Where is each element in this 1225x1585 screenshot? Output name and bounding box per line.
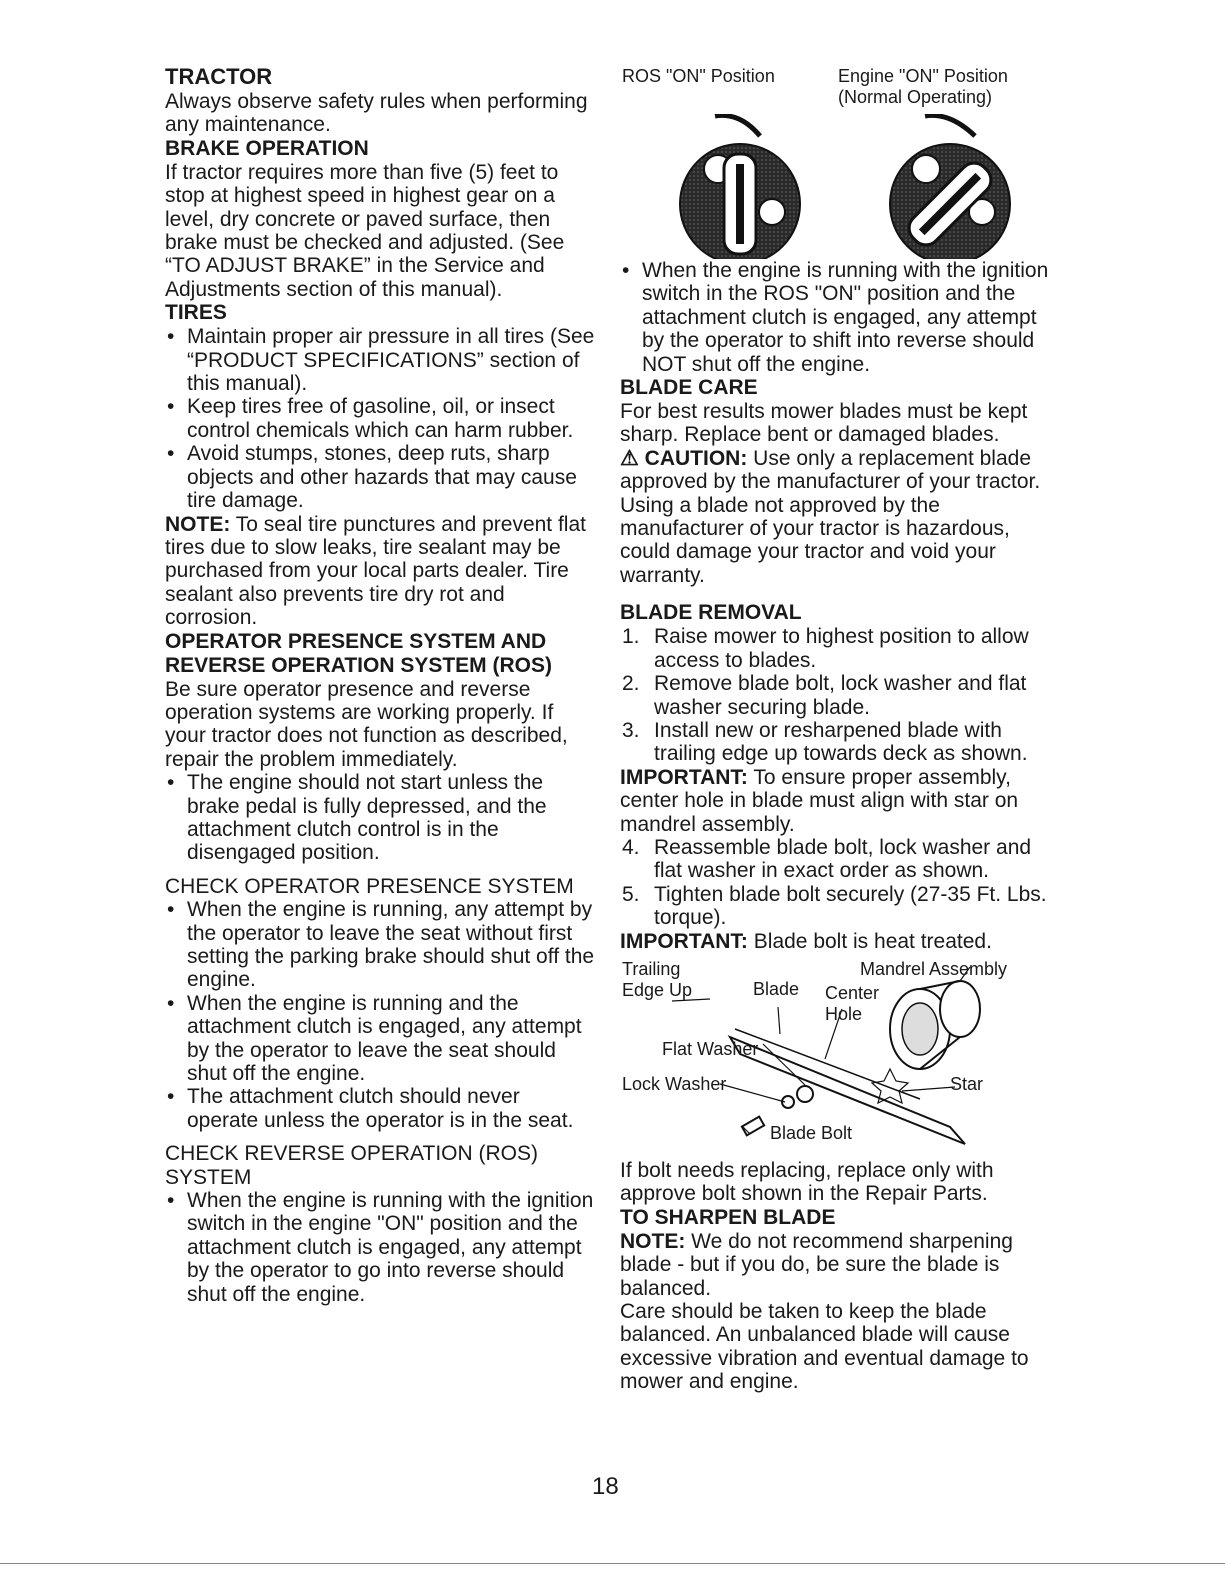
list-item: 5. Tighten blade bolt securely (27-35 Ft. Lbs. torque). xyxy=(622,882,1047,930)
tires-list xyxy=(165,325,595,512)
left-column xyxy=(165,64,595,1306)
tires-note xyxy=(165,513,595,630)
sharpen-note xyxy=(620,1230,1060,1300)
list-item: • When the engine is running, any attempt by the operator to leave the seat without first setting the parking brake should shut off the engine. xyxy=(165,898,595,992)
tractor-intro: Always observe safety rules when performing any maintenance. xyxy=(165,90,588,137)
note-label: NOTE: xyxy=(620,1229,686,1253)
blade-label: Blade xyxy=(753,978,800,999)
note-text: We do not recommend sharpening blade - but if you do, be sure the blade is balanced. xyxy=(620,1229,1013,1300)
important-label: IMPORTANT: xyxy=(620,765,748,789)
caution-label: CAUTION: xyxy=(644,446,748,470)
removal-steps-a xyxy=(620,625,1060,765)
removal-steps-b xyxy=(620,836,1060,930)
blade-assembly-figure xyxy=(620,959,1060,1159)
ros-list xyxy=(620,259,1060,376)
list-item: 4. Reassemble blade bolt, lock washer and flat washer in exact order as shown. xyxy=(622,835,1032,883)
page-number: 18 xyxy=(592,1473,619,1500)
check-ops-title: CHECK OPERATOR PRESENCE SYSTEM xyxy=(165,874,574,898)
important-text: Blade bolt is heat treated. xyxy=(747,929,992,953)
list-item: • When the engine is running with the ignition switch in the ROS "ON" position and the attachment clutch is engaged, any attempt by the operator to shift into reverse should NOT shut off the engine. xyxy=(620,259,1060,376)
list-item: 2. Remove blade bolt, lock washer and flat washer securing blade. xyxy=(622,672,1027,719)
list-item: • Maintain proper air pressure in all tires (See “PRODUCT SPECIFICATIONS” section of this manual). xyxy=(165,325,595,395)
bottom-rule xyxy=(0,1563,1225,1564)
caution-text: Use only a replacement blade approved by the manufacturer of your tractor. Using a blade not approved by the manufacturer of your tractor is hazardous, could damage your tractor and void your warranty. xyxy=(620,446,1041,587)
blade-bolt-label: Blade Bolt xyxy=(770,1122,853,1143)
tires-title: TIRES xyxy=(165,301,227,325)
bolt-text: If bolt needs replacing, replace only with approve bolt shown in the Repair Parts. xyxy=(620,1158,994,1206)
sharpen-text: Care should be taken to keep the blade balanced. An unbalanced blade will cause excessive vibration and eventual damage to mower and engine. xyxy=(620,1300,1029,1394)
list-item: 1. Raise mower to highest position to allow access to blades. xyxy=(622,625,1029,672)
important-text: To ensure proper assembly, center hole in blade must align with star on mandrel assembly. xyxy=(620,765,1019,836)
flat-washer-label: Flat Washer xyxy=(662,1038,759,1059)
trailing-edge-label: Trailing Edge Up xyxy=(622,958,693,1000)
mandrel-label: Mandrel Assembly xyxy=(860,958,1008,979)
ignition-switch-illustration xyxy=(620,114,1060,259)
check-ops-list xyxy=(165,898,595,1132)
brake-text: If tractor requires more than five (5) feet to stop at highest speed in highest gear on a level, dry concrete or paved surface, then brake must be checked and adjusted. (See “TO ADJUST BRAKE” in the Service and Adjustments section of this manual). xyxy=(165,160,565,301)
lock-washer-label: Lock Washer xyxy=(622,1073,727,1094)
engine-switch-icon xyxy=(890,115,1010,259)
note-text: To seal tire punctures and prevent flat tires due to slow leaks, tire sealant may be purchased from your local parts dealer. Tire sealant also prevents tire dry rot and corrosion. xyxy=(165,512,586,630)
flat-washer-shape xyxy=(797,1086,813,1102)
engine-on-label: Engine "ON" Position (Normal Operating) xyxy=(838,66,1008,107)
brake-title: BRAKE OPERATION xyxy=(165,136,369,160)
blade-removal-title: BLADE REMOVAL xyxy=(620,601,802,625)
right-column xyxy=(620,64,1060,1394)
star-label: Star xyxy=(950,1073,984,1094)
list-item: • The engine should not start unless the brake pedal is fully depressed, and the attachment clutch control is in the disengaged position. xyxy=(165,771,595,865)
switch-labels xyxy=(620,64,1060,114)
center-hole-label: Center Hole xyxy=(825,982,880,1024)
warning-icon: ⚠︎ xyxy=(620,446,645,470)
caution-paragraph xyxy=(620,447,1060,587)
ros-on-label: ROS "ON" Position xyxy=(622,66,775,86)
important-paragraph-2 xyxy=(620,930,1060,953)
check-ros-title: CHECK REVERSE OPERATION (ROS) SYSTEM xyxy=(165,1142,538,1189)
mandrel-shape xyxy=(890,981,980,1069)
important-label: IMPORTANT: xyxy=(620,929,748,953)
important-paragraph-1 xyxy=(620,766,1060,836)
list-item: 3. Install new or resharpened blade with trailing edge up towards deck as shown. xyxy=(622,718,1028,766)
ops-text: Be sure operator presence and reverse operation systems are working properly. If your tractor does not function as described, repair the problem immediately. xyxy=(165,677,568,771)
ops-title: OPERATOR PRESENCE SYSTEM AND REVERSE OPERATION SYSTEM (ROS) xyxy=(165,629,552,677)
list-item: • The attachment clutch should never operate unless the operator is in the seat. xyxy=(165,1085,595,1132)
sharpen-title: TO SHARPEN BLADE xyxy=(620,1205,836,1229)
list-item: • When the engine is running with the ignition switch in the engine "ON" position and the attachment clutch is engaged, any attempt by the operator to go into reverse should shut off the engine. xyxy=(165,1189,595,1306)
blade-bolt-shape xyxy=(742,1117,764,1136)
list-item: • Avoid stumps, stones, deep ruts, sharp objects and other hazards that may cause tire damage. xyxy=(165,442,595,512)
ros-switch-icon xyxy=(680,115,800,259)
check-ros-list xyxy=(165,1189,595,1306)
ops-list xyxy=(165,771,595,865)
blade-care-title: BLADE CARE xyxy=(620,376,758,400)
list-item: • Keep tires free of gasoline, oil, or insect control chemicals which can harm rubber. xyxy=(165,395,595,442)
list-item: • When the engine is running and the attachment clutch is engaged, any attempt by the operator to leave the seat should shut off the engine. xyxy=(165,992,595,1086)
note-label: NOTE: xyxy=(165,512,231,536)
tractor-title: TRACTOR xyxy=(165,64,273,89)
blade-care-text: For best results mower blades must be kept sharp. Replace bent or damaged blades. xyxy=(620,400,1028,447)
ignition-switch-figure xyxy=(620,114,1060,259)
